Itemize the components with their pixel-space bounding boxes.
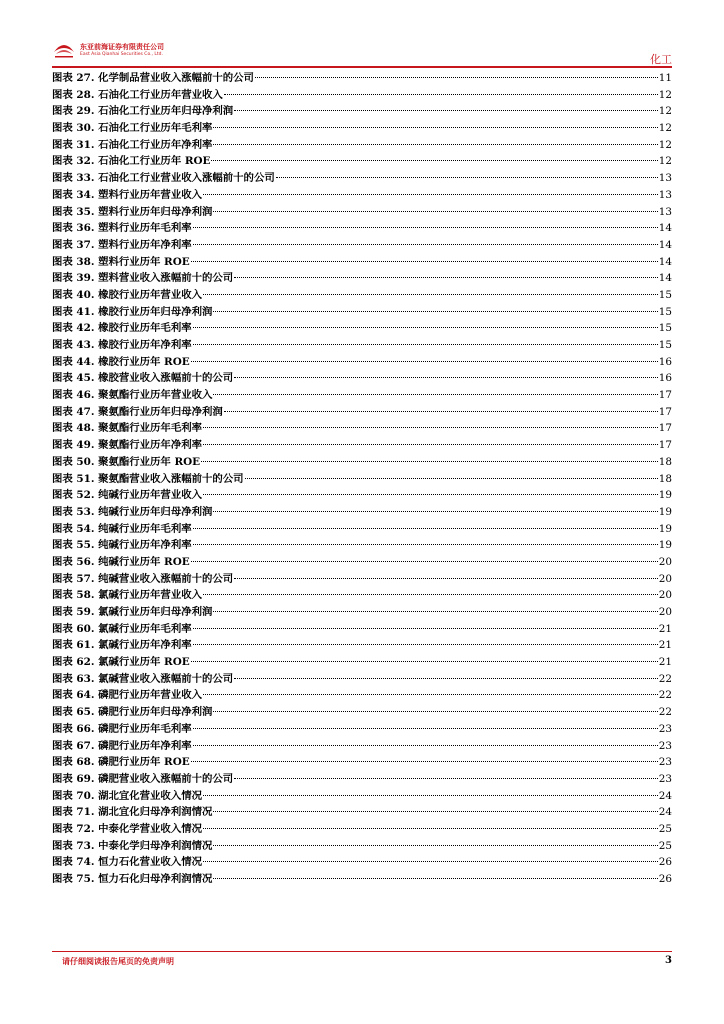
toc-entry[interactable] bbox=[52, 454, 672, 471]
toc-entry[interactable] bbox=[52, 220, 672, 237]
toc-entry[interactable] bbox=[52, 387, 672, 404]
toc-entry-label: 图表 45. 橡胶营业收入涨幅前十的公司 bbox=[52, 372, 234, 385]
toc-entry-page: 14 bbox=[658, 222, 672, 235]
toc-entry-page: 25 bbox=[658, 839, 672, 852]
toc-entry[interactable] bbox=[52, 804, 672, 821]
toc-entry-label: 图表 62. 氯碱行业历年 ROE bbox=[52, 656, 190, 669]
toc-leader-dots bbox=[203, 828, 658, 829]
toc-entry[interactable] bbox=[52, 287, 672, 304]
toc-entry-page: 17 bbox=[658, 422, 672, 435]
toc-entry[interactable] bbox=[52, 854, 672, 871]
toc-entry-label: 图表 57. 纯碱营业收入涨幅前十的公司 bbox=[52, 572, 234, 585]
toc-entry-label: 图表 37. 塑料行业历年净利率 bbox=[52, 238, 192, 251]
toc-entry[interactable] bbox=[52, 754, 672, 771]
toc-leader-dots bbox=[191, 761, 658, 762]
toc-entry-label: 图表 48. 聚氨酯行业历年毛利率 bbox=[52, 422, 202, 435]
toc-entry[interactable] bbox=[52, 504, 672, 521]
toc-entry[interactable] bbox=[52, 821, 672, 838]
toc-leader-dots bbox=[193, 244, 658, 245]
toc-entry-label: 图表 65. 磷肥行业历年归母净利润 bbox=[52, 706, 213, 719]
toc-entry[interactable] bbox=[52, 838, 672, 855]
sector-label: 化工 bbox=[650, 53, 672, 66]
toc-entry-page: 26 bbox=[658, 856, 672, 869]
toc-entry-label: 图表 35. 塑料行业历年归母净利润 bbox=[52, 205, 213, 218]
toc-leader-dots bbox=[203, 861, 658, 862]
toc-entry-label: 图表 54. 纯碱行业历年毛利率 bbox=[52, 522, 192, 535]
toc-entry-label: 图表 66. 磷肥行业历年毛利率 bbox=[52, 722, 192, 735]
toc-entry-page: 13 bbox=[658, 172, 672, 185]
toc-entry-label: 图表 61. 氯碱行业历年净利率 bbox=[52, 639, 192, 652]
toc-entry[interactable] bbox=[52, 637, 672, 654]
toc-entry[interactable] bbox=[52, 404, 672, 421]
toc-leader-dots bbox=[191, 361, 658, 362]
toc-entry-label: 图表 73. 中泰化学归母净利润情况 bbox=[52, 839, 213, 852]
toc-entry-label: 图表 50. 聚氨酯行业历年 ROE bbox=[52, 455, 201, 468]
toc-entry-page: 25 bbox=[658, 822, 672, 835]
toc-entry-page: 23 bbox=[658, 772, 672, 785]
toc-entry-page: 23 bbox=[658, 756, 672, 769]
toc-entry[interactable] bbox=[52, 554, 672, 571]
toc-entry-page: 23 bbox=[658, 722, 672, 735]
toc-entry[interactable] bbox=[52, 871, 672, 888]
toc-leader-dots bbox=[234, 778, 658, 779]
toc-entry-page: 17 bbox=[658, 389, 672, 402]
toc-entry-label: 图表 32. 石油化工行业历年 ROE bbox=[52, 155, 211, 168]
toc-entry-label: 图表 44. 橡胶行业历年 ROE bbox=[52, 355, 190, 368]
toc-entry[interactable] bbox=[52, 521, 672, 538]
toc-entry[interactable] bbox=[52, 471, 672, 488]
toc-entry-page: 12 bbox=[658, 138, 672, 151]
toc-entry[interactable] bbox=[52, 721, 672, 738]
toc-leader-dots bbox=[234, 578, 658, 579]
toc-entry[interactable] bbox=[52, 487, 672, 504]
toc-entry-label: 图表 39. 塑料营业收入涨幅前十的公司 bbox=[52, 272, 234, 285]
toc-leader-dots bbox=[213, 811, 657, 812]
toc-entry-page: 17 bbox=[658, 439, 672, 452]
toc-leader-dots bbox=[193, 544, 658, 545]
toc-entry[interactable] bbox=[52, 704, 672, 721]
toc-entry-page: 15 bbox=[658, 339, 672, 351]
toc-entry-label: 图表 69. 磷肥营业收入涨幅前十的公司 bbox=[52, 772, 234, 785]
toc-entry[interactable] bbox=[52, 170, 672, 187]
toc-leader-dots bbox=[234, 110, 658, 111]
toc-entry-page: 19 bbox=[658, 539, 672, 552]
toc-entry[interactable] bbox=[52, 671, 672, 688]
toc-entry-page: 21 bbox=[658, 656, 672, 669]
company-name-cn: 东亚前海证券有限责任公司 bbox=[80, 43, 164, 51]
toc-leader-dots bbox=[213, 127, 657, 128]
toc-leader-dots bbox=[213, 845, 657, 846]
toc-entry-label: 图表 63. 氯碱营业收入涨幅前十的公司 bbox=[52, 672, 234, 685]
toc-entry-page: 12 bbox=[658, 105, 672, 118]
toc-leader-dots bbox=[234, 678, 658, 679]
toc-entry-page: 22 bbox=[658, 689, 672, 702]
toc-entry-label: 图表 68. 磷肥行业历年 ROE bbox=[52, 756, 190, 769]
toc-entry-label: 图表 33. 石油化工行业营业收入涨幅前十的公司 bbox=[52, 172, 275, 185]
toc-entry-label: 图表 59. 氯碱行业历年归母净利润 bbox=[52, 606, 213, 618]
toc-leader-dots bbox=[255, 77, 658, 78]
toc-entry-page: 21 bbox=[658, 639, 672, 652]
toc-entry-label: 图表 55. 纯碱行业历年净利率 bbox=[52, 539, 192, 552]
toc-entry-label: 图表 43. 橡胶行业历年净利率 bbox=[52, 339, 192, 351]
table-of-figures bbox=[52, 70, 672, 888]
toc-entry-label: 图表 67. 磷肥行业历年净利率 bbox=[52, 739, 192, 752]
toc-entry[interactable] bbox=[52, 270, 672, 287]
toc-entry-page: 15 bbox=[658, 322, 672, 335]
toc-leader-dots bbox=[213, 511, 657, 512]
toc-entry[interactable] bbox=[52, 420, 672, 437]
toc-entry-page: 19 bbox=[658, 489, 672, 502]
toc-entry-page: 20 bbox=[658, 589, 672, 602]
toc-leader-dots bbox=[203, 194, 658, 195]
toc-entry-page: 20 bbox=[658, 555, 672, 568]
toc-entry[interactable] bbox=[52, 103, 672, 120]
toc-leader-dots bbox=[193, 628, 658, 629]
toc-leader-dots bbox=[193, 745, 658, 746]
toc-leader-dots bbox=[193, 344, 658, 345]
toc-entry-page: 14 bbox=[658, 238, 672, 251]
toc-entry-label: 图表 31. 石油化工行业历年净利率 bbox=[52, 138, 213, 151]
toc-entry[interactable] bbox=[52, 187, 672, 204]
toc-entry-label: 图表 47. 聚氨酯行业历年归母净利润 bbox=[52, 405, 223, 418]
toc-entry-label: 图表 41. 橡胶行业历年归母净利润 bbox=[52, 305, 213, 318]
toc-entry[interactable] bbox=[52, 87, 672, 104]
toc-leader-dots bbox=[213, 311, 657, 312]
toc-leader-dots bbox=[203, 694, 658, 695]
toc-entry[interactable] bbox=[52, 654, 672, 671]
company-name bbox=[80, 44, 164, 58]
toc-entry-page: 12 bbox=[658, 122, 672, 135]
toc-entry-label: 图表 53. 纯碱行业历年归母净利润 bbox=[52, 505, 213, 518]
toc-entry-label: 图表 75. 恒力石化归母净利润情况 bbox=[52, 873, 213, 885]
toc-entry-page: 24 bbox=[658, 806, 672, 819]
toc-entry-label: 图表 71. 湖北宜化归母净利润情况 bbox=[52, 806, 213, 819]
toc-entry[interactable] bbox=[52, 437, 672, 454]
toc-entry[interactable] bbox=[52, 571, 672, 588]
toc-leader-dots bbox=[211, 160, 657, 161]
toc-entry-label: 图表 29. 石油化工行业历年归母净利润 bbox=[52, 105, 234, 118]
toc-entry-label: 图表 74. 恒力石化营业收入情况 bbox=[52, 856, 202, 869]
toc-entry-page: 22 bbox=[658, 672, 672, 685]
toc-leader-dots bbox=[193, 528, 658, 529]
toc-leader-dots bbox=[191, 661, 658, 662]
toc-entry-page: 15 bbox=[658, 305, 672, 318]
toc-entry[interactable] bbox=[52, 537, 672, 554]
toc-entry-page: 19 bbox=[658, 522, 672, 535]
toc-entry[interactable] bbox=[52, 687, 672, 704]
toc-entry-page: 12 bbox=[658, 88, 672, 101]
page-header bbox=[0, 0, 724, 70]
toc-leader-dots bbox=[203, 795, 658, 796]
toc-entry[interactable] bbox=[52, 304, 672, 321]
toc-leader-dots bbox=[203, 594, 658, 595]
toc-entry-label: 图表 38. 塑料行业历年 ROE bbox=[52, 255, 190, 268]
toc-leader-dots bbox=[234, 377, 658, 378]
toc-leader-dots bbox=[193, 227, 658, 228]
toc-leader-dots bbox=[203, 294, 658, 295]
toc-entry-label: 图表 64. 磷肥行业历年营业收入 bbox=[52, 689, 202, 702]
toc-leader-dots bbox=[234, 277, 658, 278]
toc-entry[interactable] bbox=[52, 137, 672, 154]
toc-entry-page: 19 bbox=[658, 505, 672, 518]
toc-entry-label: 图表 36. 塑料行业历年毛利率 bbox=[52, 222, 192, 235]
toc-leader-dots bbox=[245, 478, 658, 479]
toc-leader-dots bbox=[203, 427, 658, 428]
toc-entry-label: 图表 27. 化学制品营业收入涨幅前十的公司 bbox=[52, 72, 254, 84]
toc-entry[interactable] bbox=[52, 153, 672, 170]
toc-entry[interactable] bbox=[52, 788, 672, 805]
toc-entry[interactable] bbox=[52, 70, 672, 87]
header-divider bbox=[52, 66, 672, 68]
toc-leader-dots bbox=[191, 261, 658, 262]
toc-entry[interactable] bbox=[52, 320, 672, 337]
toc-entry-page: 15 bbox=[658, 288, 672, 301]
toc-leader-dots bbox=[191, 561, 658, 562]
toc-leader-dots bbox=[193, 327, 658, 328]
toc-entry-label: 图表 60. 氯碱行业历年毛利率 bbox=[52, 622, 192, 635]
toc-entry[interactable] bbox=[52, 587, 672, 604]
toc-entry-page: 13 bbox=[658, 188, 672, 201]
toc-leader-dots bbox=[203, 444, 658, 445]
toc-entry-page: 13 bbox=[658, 205, 672, 218]
toc-entry[interactable] bbox=[52, 337, 672, 354]
toc-entry-page: 21 bbox=[658, 622, 672, 635]
toc-leader-dots bbox=[213, 211, 657, 212]
toc-entry[interactable] bbox=[52, 738, 672, 755]
toc-entry-label: 图表 34. 塑料行业历年营业收入 bbox=[52, 188, 202, 201]
toc-entry-label: 图表 58. 氯碱行业历年营业收入 bbox=[52, 589, 202, 602]
toc-entry-page: 24 bbox=[658, 789, 672, 802]
toc-leader-dots bbox=[213, 878, 657, 879]
company-name-en: East Asia Qianhai Securities Co., Ltd. bbox=[80, 52, 163, 57]
toc-entry[interactable] bbox=[52, 237, 672, 254]
toc-entry-page: 18 bbox=[658, 472, 672, 485]
toc-entry-label: 图表 70. 湖北宜化营业收入情况 bbox=[52, 789, 202, 802]
toc-entry[interactable] bbox=[52, 621, 672, 638]
toc-entry-label: 图表 49. 聚氨酯行业历年净利率 bbox=[52, 439, 202, 452]
toc-entry-page: 20 bbox=[658, 572, 672, 585]
toc-entry-page: 22 bbox=[658, 706, 672, 719]
toc-entry-label: 图表 46. 聚氨酯行业历年营业收入 bbox=[52, 389, 213, 402]
toc-entry-page: 14 bbox=[658, 272, 672, 285]
footer-disclaimer: 请仔细阅读报告尾页的免责声明 bbox=[62, 957, 174, 966]
toc-leader-dots bbox=[213, 711, 657, 712]
toc-leader-dots bbox=[201, 461, 658, 462]
toc-entry[interactable] bbox=[52, 120, 672, 137]
toc-entry-page: 26 bbox=[658, 873, 672, 885]
toc-leader-dots bbox=[213, 394, 657, 395]
toc-leader-dots bbox=[213, 611, 657, 612]
toc-entry-page: 11 bbox=[658, 72, 672, 84]
footer-divider bbox=[52, 951, 672, 952]
toc-entry[interactable] bbox=[52, 771, 672, 788]
toc-entry-page: 16 bbox=[658, 355, 672, 368]
toc-entry-page: 16 bbox=[658, 372, 672, 385]
toc-leader-dots bbox=[193, 644, 658, 645]
page-number: 3 bbox=[665, 955, 672, 966]
toc-entry-label: 图表 72. 中泰化学营业收入情况 bbox=[52, 822, 202, 835]
toc-entry-page: 23 bbox=[658, 739, 672, 752]
company-logo-icon bbox=[52, 40, 76, 60]
toc-leader-dots bbox=[213, 144, 657, 145]
toc-entry-label: 图表 40. 橡胶行业历年营业收入 bbox=[52, 288, 202, 301]
toc-entry-page: 12 bbox=[658, 155, 672, 168]
toc-leader-dots bbox=[203, 494, 658, 495]
toc-entry-page: 20 bbox=[658, 606, 672, 618]
toc-entry[interactable] bbox=[52, 370, 672, 387]
toc-entry-page: 14 bbox=[658, 255, 672, 268]
toc-entry-label: 图表 56. 纯碱行业历年 ROE bbox=[52, 555, 190, 568]
toc-leader-dots bbox=[193, 728, 658, 729]
toc-leader-dots bbox=[276, 177, 658, 178]
toc-leader-dots bbox=[224, 94, 658, 95]
toc-entry[interactable] bbox=[52, 204, 672, 221]
toc-entry-page: 18 bbox=[658, 455, 672, 468]
toc-entry-label: 图表 42. 橡胶行业历年毛利率 bbox=[52, 322, 192, 335]
toc-entry-label: 图表 30. 石油化工行业历年毛利率 bbox=[52, 122, 213, 135]
toc-entry-label: 图表 51. 聚氨酯营业收入涨幅前十的公司 bbox=[52, 472, 244, 485]
toc-entry-label: 图表 52. 纯碱行业历年营业收入 bbox=[52, 489, 202, 502]
toc-entry[interactable] bbox=[52, 604, 672, 621]
toc-leader-dots bbox=[224, 411, 658, 412]
toc-entry[interactable] bbox=[52, 254, 672, 271]
toc-entry-label: 图表 28. 石油化工行业历年营业收入 bbox=[52, 88, 223, 101]
toc-entry[interactable] bbox=[52, 354, 672, 371]
toc-entry-page: 17 bbox=[658, 405, 672, 418]
